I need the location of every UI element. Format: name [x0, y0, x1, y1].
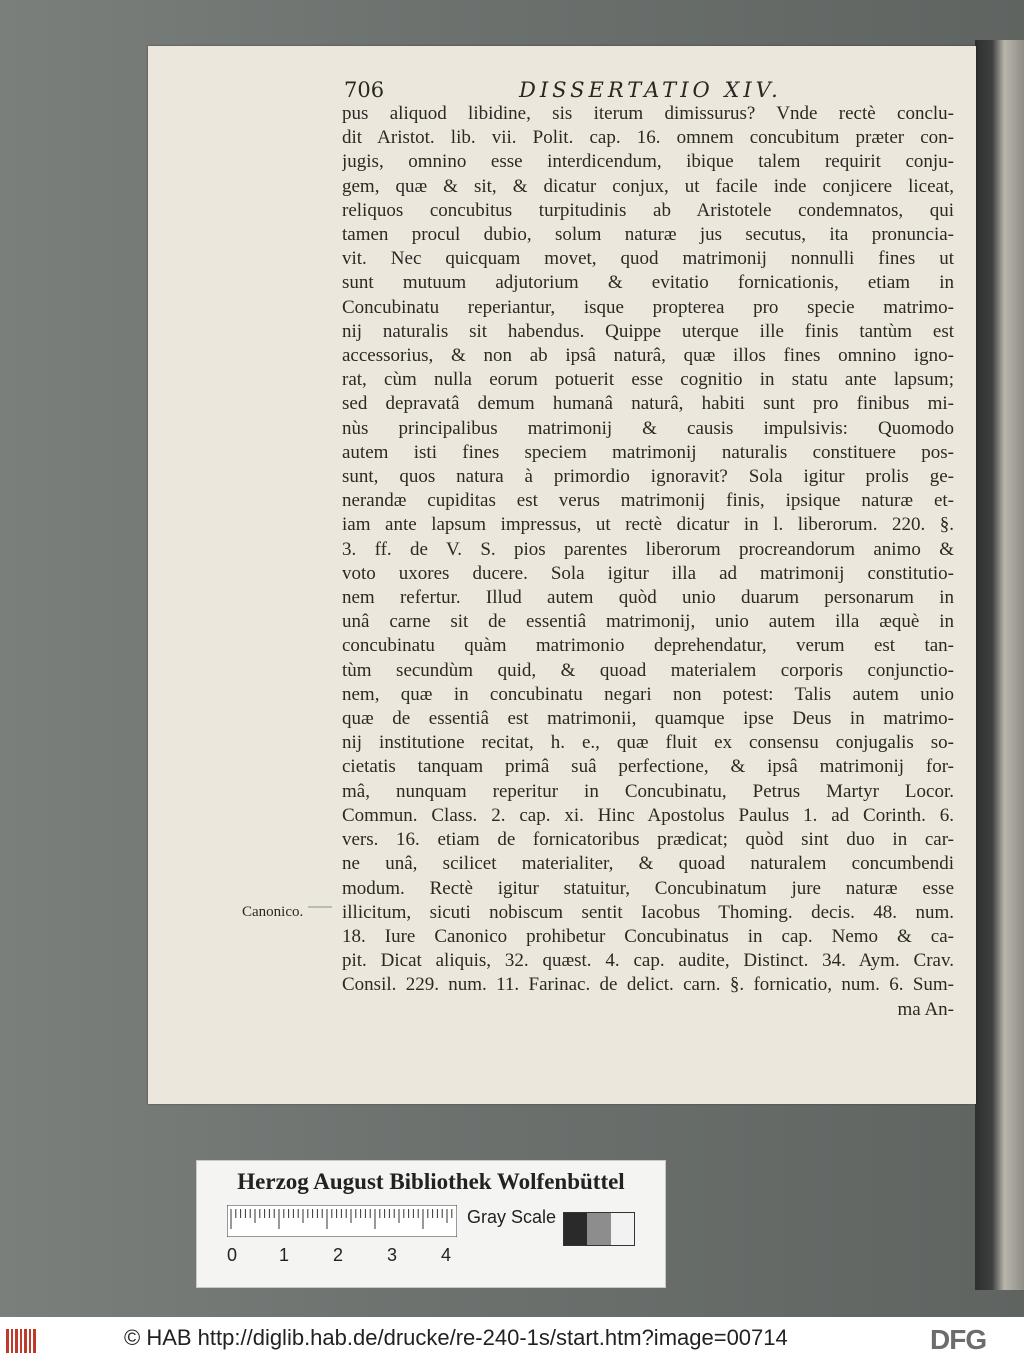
text-line: unâ carne sit de essentiâ matrimonij, unio autem illa æquè in	[342, 611, 954, 633]
ruler-scale	[227, 1205, 457, 1237]
text-line: iam ante lapsum impressus, ut rectè dicatur in l. liberorum. 220. §.	[342, 514, 954, 536]
book-spine-edge	[975, 40, 1024, 1290]
text-line: rat, cùm nulla eorum potuerit esse cognitio in statu ante lapsum;	[342, 369, 954, 391]
text-line: autem isti fines speciem matrimonij naturalis constituere pos-	[342, 441, 954, 463]
text-line: tamen procul dubio, solum naturæ jus secutus, ita pronuncia-	[342, 224, 954, 246]
gray-swatch	[564, 1213, 587, 1245]
body-text	[342, 102, 954, 1022]
text-line: nij institutione recitat, h. e., quæ fluit ex consensu conjugalis so-	[342, 732, 954, 754]
marginal-note: Canonico.	[242, 904, 304, 920]
text-line: Consil. 229. num. 11. Farinac. de delict. carn. §. fornicatio, num. 6. Sum-	[342, 974, 954, 996]
text-line: 3. ff. de V. S. pios parentes liberorum procreandorum animo &	[342, 538, 954, 560]
margin-mark	[308, 906, 332, 908]
text-line: illicitum, sicuti nobiscum sentit Iacobus Thoming. decis. 48. num.	[342, 901, 954, 923]
scale-number-0: 0	[227, 1245, 238, 1265]
text-line: quæ de essentiâ est matrimonii, quamque ipse Deus in matrimo-	[342, 708, 954, 730]
text-line: jugis, omnino esse interdicendum, ibique talem requirit conju-	[342, 151, 954, 173]
text-line: vers. 16. etiam de fornicatoribus prædicat; quòd sint duo in car-	[342, 829, 954, 851]
gray-scale-label: Gray Scale	[467, 1207, 557, 1227]
text-line: Concubinatu reperiantur, isque propterea pro specie matrimo-	[342, 296, 954, 318]
library-label-card	[196, 1160, 666, 1288]
running-title: DISSERTATIO XIV.	[519, 78, 782, 102]
text-line: ma An-	[897, 998, 954, 1020]
page-number: 706	[344, 78, 385, 102]
dfg-logo: DFG	[930, 1324, 987, 1355]
text-line: concubinatu quàm matrimonio deprehendatur, verum est tan-	[342, 635, 954, 657]
text-line: Commun. Class. 2. cap. xi. Hinc Apostolus Paulus 1. ad Corinth. 6.	[342, 804, 954, 826]
copyright-link[interactable]: © HAB http://diglib.hab.de/drucke/re-240-1s/start.htm?image=00714	[124, 1325, 788, 1350]
text-line: ne unâ, scilicet materialiter, & quoad naturalem concumbendi	[342, 853, 954, 875]
text-line: tùm secundùm quid, & quoad materialem corporis conjunctio-	[342, 659, 954, 681]
book-page	[148, 46, 976, 1104]
text-line: modum. Rectè igitur statuitur, Concubinatum jure naturæ esse	[342, 877, 954, 899]
text-line: reliquos concubitus turpitudinis ab Aristotele condemnatos, qui	[342, 199, 954, 221]
text-line: gem, quæ & sit, & dicatur conjux, ut facile inde conjicere liceat,	[342, 175, 954, 197]
text-line: accessorius, & non ab ipsâ naturâ, quæ illos fines omnino igno-	[342, 345, 954, 367]
text-line: voto uxores ducere. Sola igitur illa ad matrimonij constitutio-	[342, 562, 954, 584]
text-line: sunt, quos natura à primordio ignoravit? Sola igitur prolis ge-	[342, 466, 954, 488]
scale-number-2: 2	[333, 1245, 344, 1265]
gray-scale-swatches	[563, 1212, 635, 1246]
gray-swatch	[611, 1213, 634, 1245]
text-line: vit. Nec quicquam movet, quod matrimonij nonnulli fines ut	[342, 248, 954, 270]
scale-number-4: 4	[441, 1245, 452, 1265]
scale-number-3: 3	[387, 1245, 398, 1265]
scale-number-1: 1	[279, 1245, 290, 1265]
text-line: sed depravatâ demum humanâ naturâ, habiti sunt pro finibus mi-	[342, 393, 954, 415]
text-line: nem refertur. Illud autem quòd unio duarum personarum in	[342, 587, 954, 609]
text-line: nem, quæ in concubinatu negari non potest: Talis autem unio	[342, 683, 954, 705]
text-line: nij naturalis sit habendus. Quippe uterque ille finis tantùm est	[342, 320, 954, 342]
text-line: nerandæ cupiditas est verus matrimonij finis, ipsique naturæ et-	[342, 490, 954, 512]
text-line: pus aliquod libidine, sis iterum dimissurus? Vnde rectè conclu-	[342, 103, 954, 124]
barcode-icon	[6, 1327, 38, 1355]
text-line: 18. Iure Canonico prohibetur Concubinatus in cap. Nemo & ca-	[342, 925, 954, 947]
library-name: Herzog August Bibliothek Wolfenbüttel	[237, 1169, 625, 1194]
text-line: pit. Dicat aliquis, 32. quæst. 4. cap. audite, Distinct. 34. Aym. Crav.	[342, 950, 954, 972]
text-line: dit Aristot. lib. vii. Polit. cap. 16. omnem concubitum præter con-	[342, 127, 954, 149]
text-line: mâ, nunquam reperitur in Concubinatu, Petrus Martyr Locor.	[342, 780, 954, 802]
text-line: sunt mutuum adjutorium & evitatio fornicationis, etiam in	[342, 272, 954, 294]
gray-swatch	[587, 1213, 610, 1245]
text-line: cietatis tanquam primâ suâ perfectione, & ipsâ matrimonij for-	[342, 756, 954, 778]
text-line: nùs principalibus matrimonij & causis impulsivis: Quomodo	[342, 417, 954, 439]
